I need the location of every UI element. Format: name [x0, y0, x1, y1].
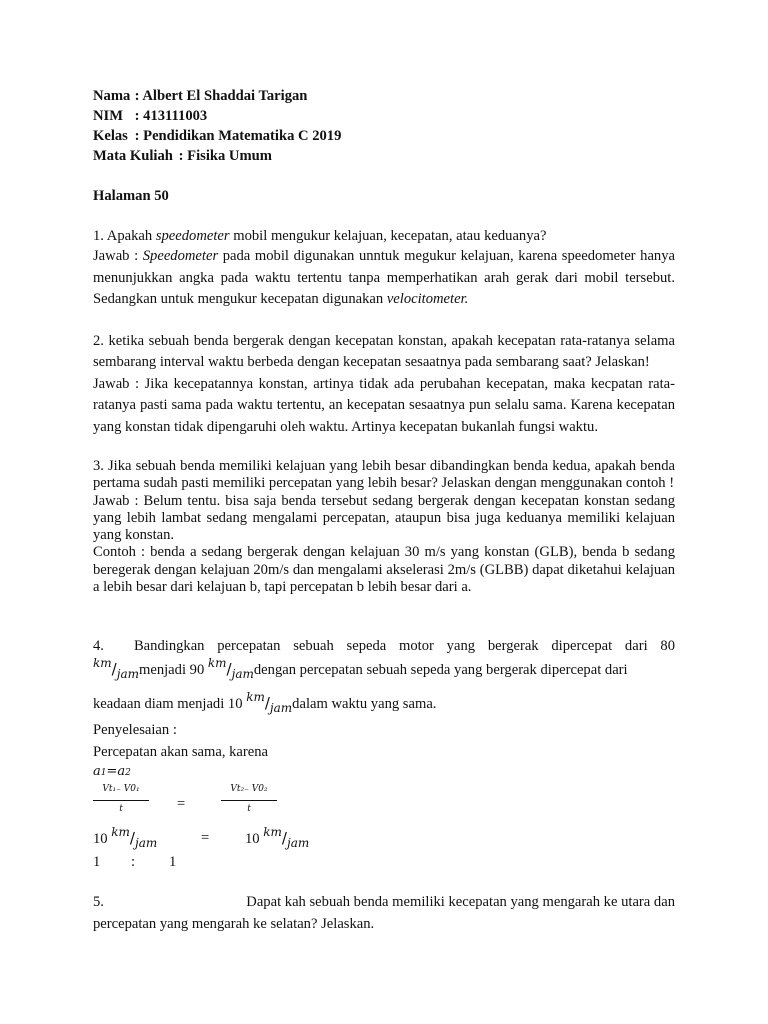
question-5-line-2: percepatan yang mengarah ke selatan? Jelaskan.: [93, 916, 375, 933]
question-4-line-3: keadaan diam menjadi 10 $^{km}/_{jam}dalam$ waktu yang sama.: [93, 690, 437, 716]
solution-reason: Percepatan akan sama, karena: [93, 744, 269, 761]
answer-3: Jawab : Belum tentu. bisa saja benda tersebut sedang bergerak dengan kecepatan konstan sedang yang lebih lambat sedang mengalami percepatan, ataupun bisa juga keduanya memiliki kelajuan yang konstan.: [93, 492, 675, 544]
answer-1: Jawab : Speedometer pada mobil digunakan unntuk megukur kelajuan, karena speedometer hanya menunjukkan angka pada waktu tertentu tanpa memperhatikan arah gerak dari mobil tersebut. Sedangkan untuk mengukur kecepatan digunakan velocitometer.: [93, 248, 675, 307]
ratio-row: 1 : 1: [93, 854, 177, 871]
answer-2: Jawab : Jika kecepatannya konstan, artinya tidak ada perubahan kecepatan, maka kecpatan rata-ratanya pasti sama pada waktu tertentu, an kecepatan sesaatnya pun selalu sama. Karena kecepatan yang konstan tidak dipengaruhi oleh waktu. Artinya kecepatan bukanlah fungsi waktu.: [93, 375, 675, 435]
header-kelas: Kelas : Pendidikan Matematika C 2019: [93, 128, 342, 144]
question-2: 2. ketika sebuah benda bergerak dengan kecepatan konstan, apakah kecepatan rata-ratanya selama sembarang interval waktu berbeda dengan kecepatan sesaatnya pada sembarang saat? Jelaskan!: [93, 332, 675, 370]
header-nama: Nama : Albert El Shaddai Tarigan: [93, 88, 308, 104]
unit-km-per-jam: $^{km}/_{jam}$: [207, 656, 254, 682]
unit-km-per-jam: $^{km}/_{jam}$: [246, 690, 293, 716]
header-mata-kuliah: Mata Kuliah : Fisika Umum: [93, 148, 272, 164]
equals-sign: =: [177, 796, 186, 813]
solution-label: Penyelesaian :: [93, 722, 177, 739]
equation-result: 10 $^{km}/_{jam}$ = 10 $^{km}/_{jam}$: [93, 825, 310, 851]
question-4-line-2: $^{km}/_{jam}menjadi$ 90 $^{km}/_{jam}dengan$ percepatan sebuah sepeda yang bergerak dipercepat dari: [93, 656, 628, 682]
question-3: 3. Jika sebuah benda memiliki kelajuan yang lebih besar dibandingkan benda kedua, apakah benda pertama sudah pasti memiliki percepatan yang lebih besar? Jelaskan dengan menggunakan contoh !: [93, 458, 675, 492]
fraction-right: Vt₂₋ V0₂ t: [221, 782, 277, 815]
question-4-line-1: 4. Bandingkan percepatan sebuah sepeda motor yang bergerak dipercepat dari 80: [93, 638, 675, 655]
page-heading: Halaman 50: [93, 188, 169, 204]
unit-km-per-jam: $^{km}/_{jam}$: [93, 656, 139, 682]
document-page: [93, 86, 675, 934]
question-1: 1. Apakah speedometer mobil mengukur kelajuan, kecepatan, atau keduanya?: [93, 228, 547, 244]
fraction-left: Vt₁₋ V0₁ t: [93, 782, 149, 815]
example-3: Contoh : benda a sedang bergerak dengan kelajuan 30 m/s yang konstan (GLB), benda b sedang beregerak dengan kelajuan 20m/s dan mengalami akselerasi 2m/s (GLBB) dapat diketahui kelajuan a lebih besar dari kelajuan b, tapi percepatan b lebih besar dari a.: [93, 544, 675, 596]
fraction-equation: [93, 780, 675, 824]
question-5-line-1: 5. Dapat kah sebuah benda memiliki kecepatan yang mengarah ke utara dan: [93, 894, 675, 911]
equation-a1-a2: a1=a2: [93, 764, 131, 780]
header-nim: NIM : 413111003: [93, 108, 208, 124]
